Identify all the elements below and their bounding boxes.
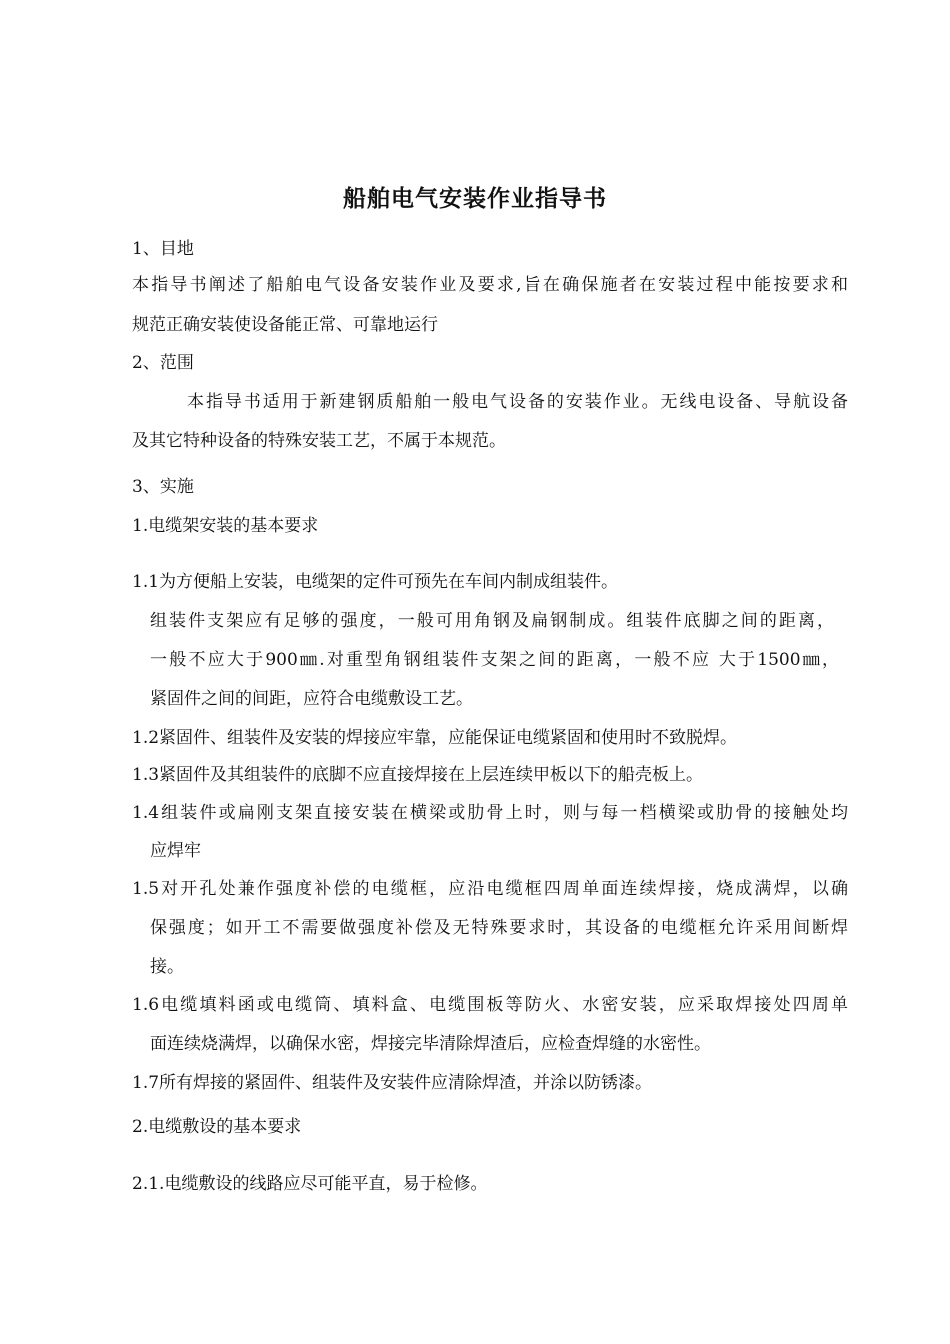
item-1-6-line-1: 1.6电缆填料函或电缆筒、填料盒、电缆围板等防火、水密安装，应采取焊接处四周单 (132, 995, 848, 1015)
paragraph-scope-line-1: 本指导书适用于新建钢质船舶一般电气设备的安装作业。无线电设备、导航设备 (187, 392, 848, 412)
item-1-1-line-2: 组装件支架应有足够的强度，一般可用角钢及扁钢制成。组装件底脚之间的距离， (150, 611, 834, 631)
item-1-1-line-4: 紧固件之间的间距，应符合电缆敷设工艺。 (150, 689, 473, 709)
item-1-2: 1.2紧固件、组装件及安装的焊接应牢靠，应能保证电缆紧固和使用时不致脱焊。 (132, 728, 738, 748)
item-1-5-line-2: 保强度；如开工不需要做强度补偿及无特殊要求时，其设备的电缆框允许采用间断焊 (150, 918, 848, 938)
item-1-1-line-3: 一般不应大于900㎜.对重型角钢组装件支架之间的距离，一般不应 大于1500㎜， (150, 650, 839, 670)
section-cable-laying: 2.电缆敷设的基本要求 (132, 1117, 302, 1137)
paragraph-scope-line-2: 及其它特种设备的特殊安装工艺，不属于本规范。 (132, 431, 506, 451)
item-1-7: 1.7所有焊接的紧固件、组装件及安装件应清除焊渣，并涂以防锈漆。 (132, 1073, 653, 1093)
item-1-4-line-2: 应焊牢 (150, 841, 201, 861)
item-1-1-line-1: 1.1为方便船上安装，电缆架的定件可预先在车间内制成组装件。 (132, 572, 619, 592)
item-1-5-line-3: 接。 (150, 957, 184, 977)
heading-purpose: 1、目地 (132, 239, 194, 259)
item-1-5-line-1: 1.5对开孔处兼作强度补偿的电缆框，应沿电缆框四周单面连续焊接，烧成满焊，以确 (132, 879, 848, 899)
item-1-4-line-1: 1.4组装件或扁刚支架直接安装在横梁或肋骨上时，则与每一档横梁或肋骨的接触处均 (132, 803, 848, 823)
heading-implementation: 3、实施 (132, 477, 194, 497)
paragraph-purpose-line-2: 规范正确安装使设备能正常、可靠地运行 (132, 315, 438, 335)
item-1-6-line-2: 面连续烧满焊，以确保水密，焊接完毕清除焊渣后，应检查焊缝的水密性。 (150, 1034, 711, 1054)
heading-scope: 2、范围 (132, 353, 194, 373)
document-title: 船舶电气安装作业指导书 (343, 186, 607, 212)
item-1-3: 1.3紧固件及其组装件的底脚不应直接焊接在上层连续甲板以下的船壳板上。 (132, 765, 704, 785)
section-cable-tray: 1.电缆架安装的基本要求 (132, 516, 319, 536)
item-2-1: 2.1.电缆敷设的线路应尽可能平直，易于检修。 (132, 1174, 488, 1194)
paragraph-purpose-line-1: 本指导书阐述了船舶电气设备安装作业及要求,旨在确保施者在安装过程中能按要求和 (132, 275, 848, 295)
